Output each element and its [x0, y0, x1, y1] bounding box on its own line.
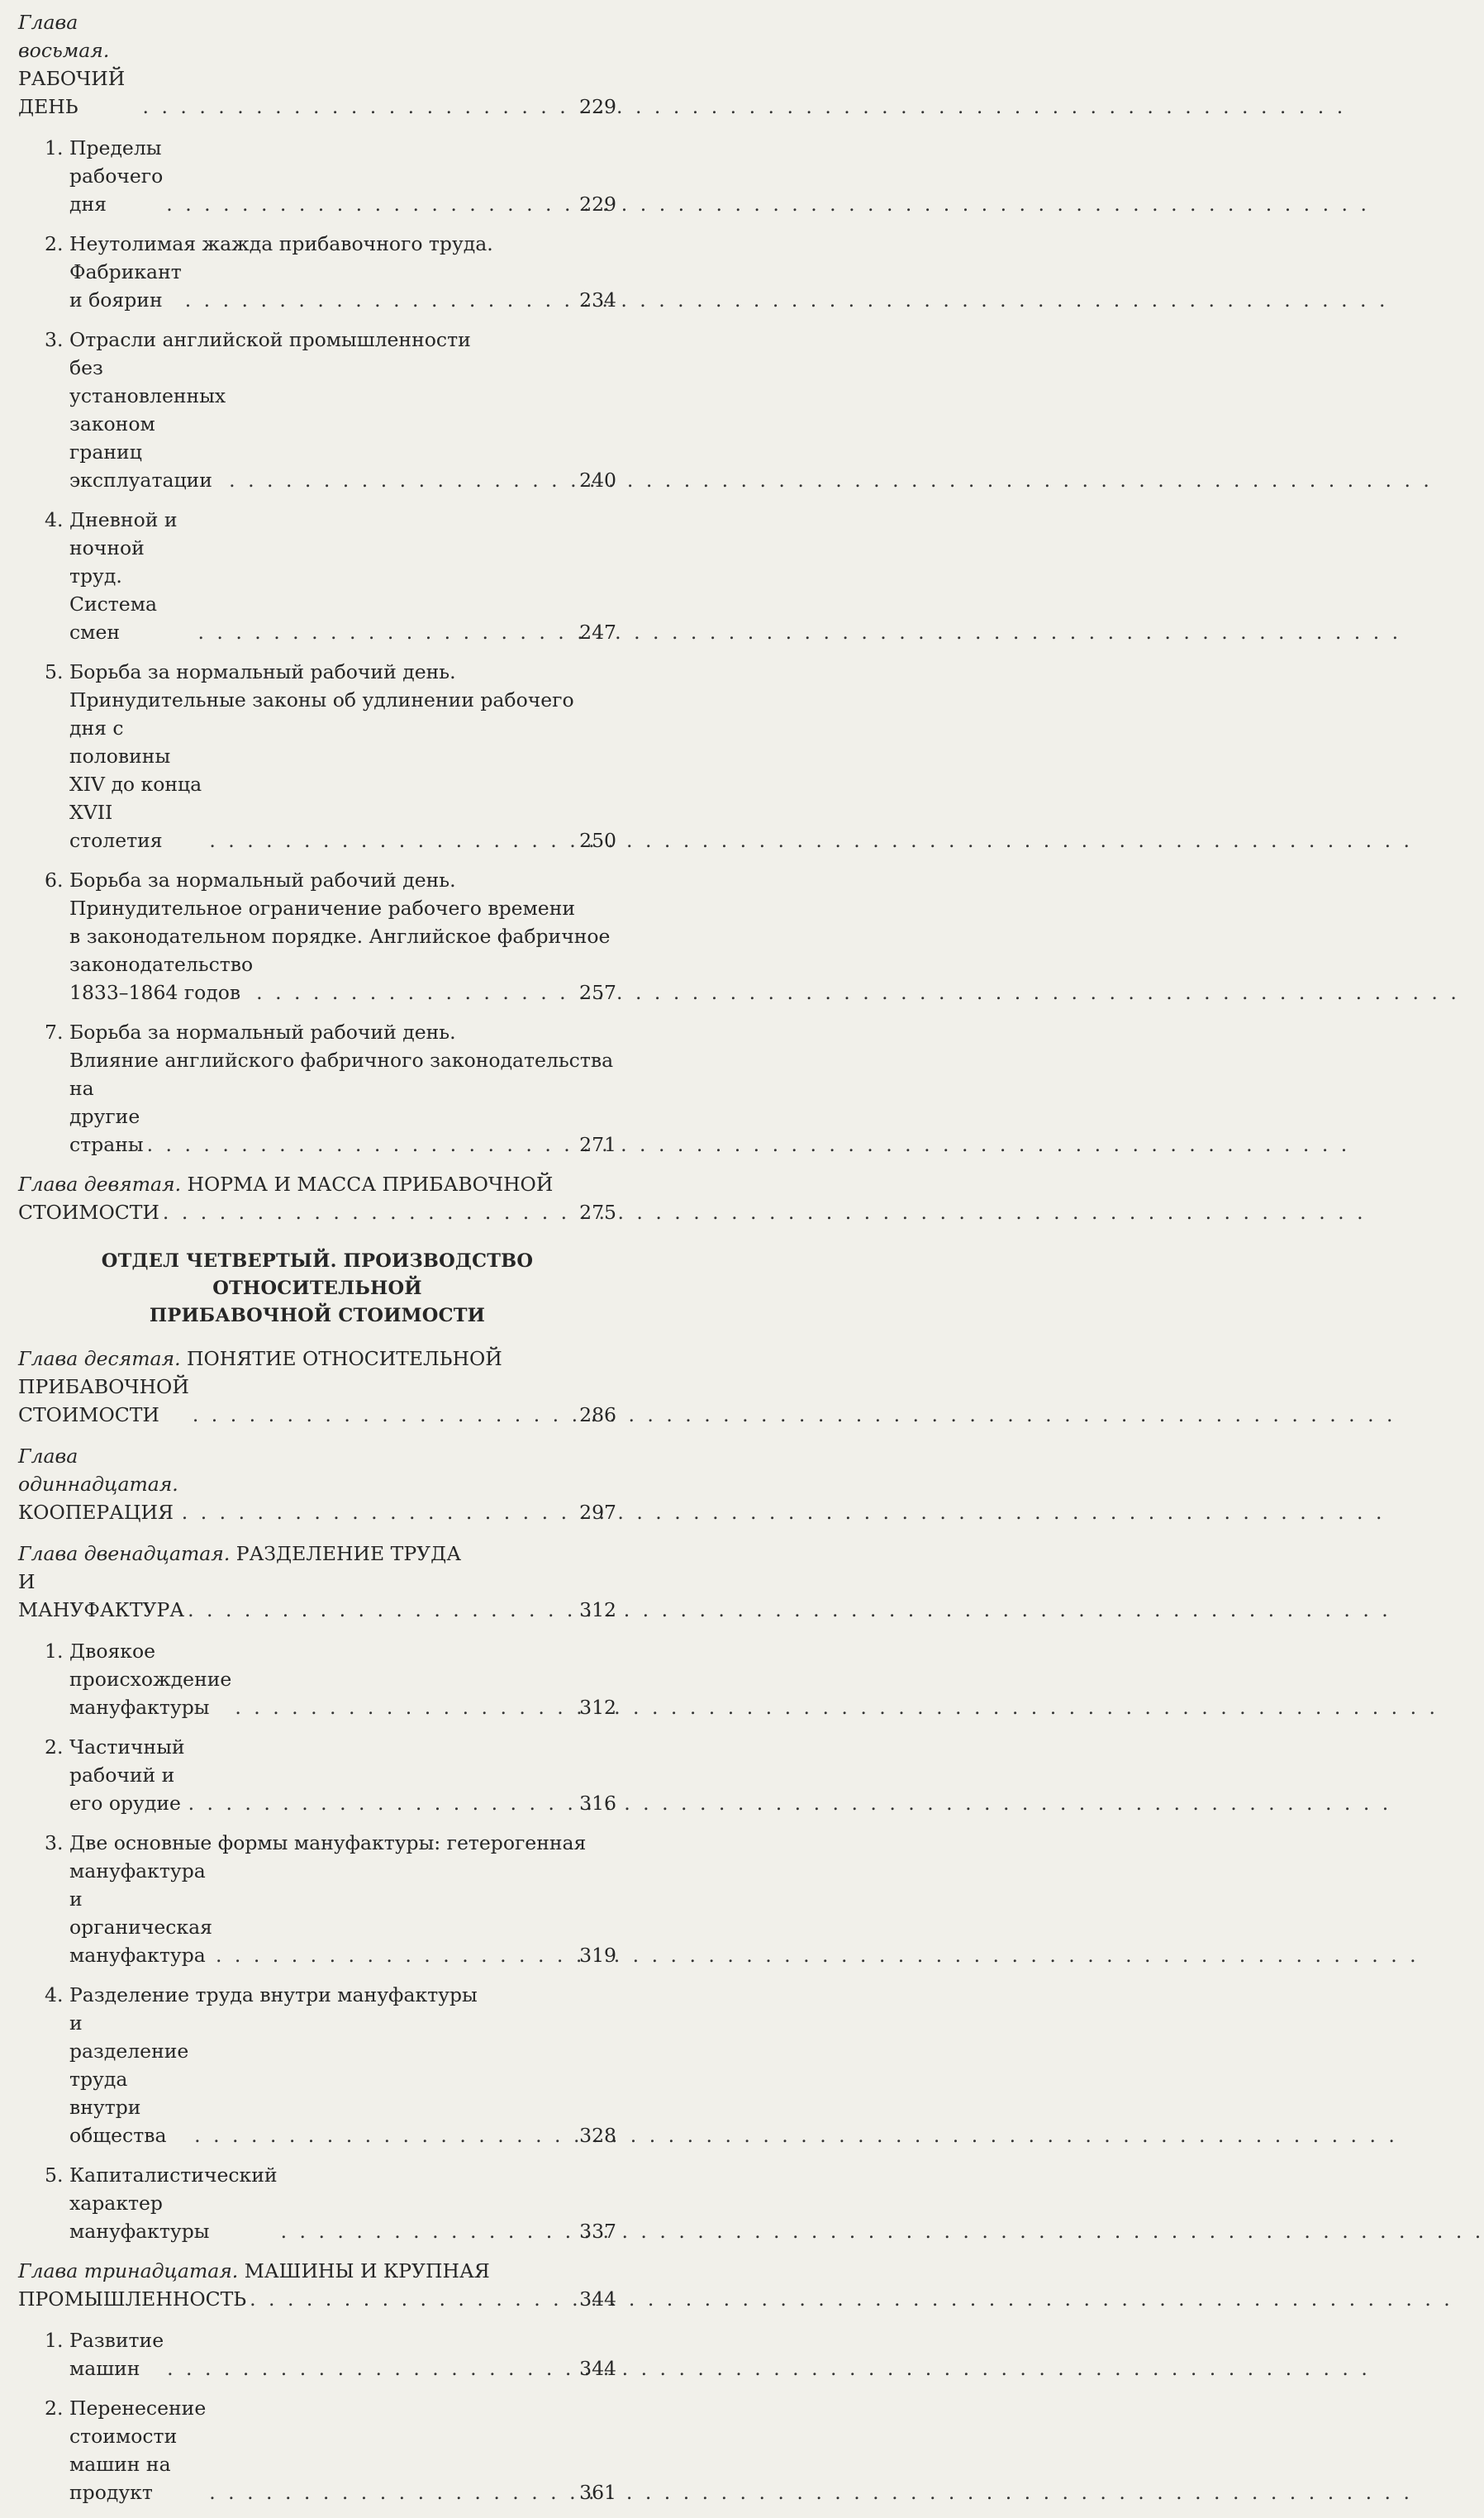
- section-number: 5.: [45, 2163, 64, 2187]
- toc-line: [45, 1074, 616, 1159]
- toc-line: [45, 354, 616, 494]
- section-number: 4.: [45, 1983, 64, 2006]
- toc-section-entry: [18, 1637, 616, 1721]
- toc-line: [45, 686, 616, 714]
- toc-section-entry: [18, 658, 616, 854]
- section-title: Неутолимая жажда прибавочного труда.: [69, 232, 493, 255]
- toc-chapter-entry: [18, 1170, 616, 1226]
- section-title: Борьба за нормальный рабочий день.: [69, 1021, 456, 1044]
- toc-line: [45, 258, 616, 314]
- book-page: [0, 0, 667, 2504]
- toc-section-entry: [18, 2161, 616, 2245]
- toc-list-bottom: [18, 1345, 616, 2506]
- chapter-title: НОРМА И МАССА ПРИБАВОЧНОЙ: [187, 1173, 554, 1196]
- section-number: 2.: [45, 2397, 64, 2420]
- section-title: Развитие машин: [69, 2329, 164, 2380]
- leader-dots: [197, 618, 576, 646]
- leader-dots: [256, 978, 576, 1007]
- page-number: 275: [579, 1201, 616, 1224]
- section-number: 1.: [45, 2329, 64, 2352]
- section-title: Разделение труда внутри мануфактуры: [69, 1983, 478, 2006]
- toc-line: [45, 326, 616, 354]
- chapter-title: ПОНЯТИЕ ОТНОСИТЕЛЬНОЙ: [187, 1347, 502, 1370]
- leader-dots: [182, 1498, 576, 1526]
- leader-dots: [229, 466, 576, 494]
- leader-dots: [216, 1941, 576, 1969]
- toc-line: [18, 1345, 616, 1373]
- section-number: 4.: [45, 508, 64, 531]
- page-number: 257: [579, 981, 616, 1004]
- toc-section-entry: [18, 230, 616, 314]
- toc-line: [45, 922, 616, 950]
- leader-dots: [250, 2285, 576, 2313]
- toc-list-top: [18, 8, 616, 1226]
- chapter-label: Глава десятая.: [18, 1347, 181, 1370]
- section-number: 7.: [45, 1021, 64, 1044]
- toc-line: [18, 1198, 616, 1226]
- toc-chapter-entry: [18, 1442, 616, 1526]
- toc-section-entry: [18, 1018, 616, 1159]
- toc-line: [18, 2285, 616, 2313]
- section-number: 6.: [45, 869, 64, 892]
- toc-section-entry: [18, 506, 616, 646]
- chapter-label: Глава одиннадцатая.: [18, 1445, 178, 1496]
- toc-line: [45, 1981, 616, 2009]
- chapter-title: РАЗДЕЛЕНИЕ ТРУДА: [235, 1542, 462, 1565]
- toc-line: [45, 1018, 616, 1046]
- toc-line: [45, 1046, 616, 1074]
- page-number: 337: [579, 2220, 616, 2243]
- page-number: 250: [579, 829, 616, 852]
- section-title: Принудительное ограничение рабочего времени: [69, 897, 576, 920]
- part-heading: [18, 1248, 616, 1330]
- page-number: 344: [579, 2357, 616, 2380]
- page-number: 328: [579, 2124, 616, 2147]
- section-title: и разделение труда внутри общества: [69, 2011, 189, 2147]
- chapter-label: Глава восьмая.: [18, 11, 110, 62]
- toc-line: [45, 866, 616, 894]
- toc-line: [45, 230, 616, 258]
- toc-section-entry: [18, 1981, 616, 2149]
- toc-line: [18, 1568, 616, 1624]
- section-title: законодательство 1833–1864 годов: [69, 953, 254, 1004]
- toc-line: [18, 1373, 616, 1429]
- toc-line: [45, 658, 616, 686]
- toc-line: [18, 8, 616, 121]
- toc-line: [45, 2394, 616, 2506]
- toc-line: [45, 1857, 616, 1969]
- chapter-title: КООПЕРАЦИЯ: [18, 1501, 174, 1524]
- toc-line: [45, 134, 616, 218]
- page-number: 316: [579, 1792, 616, 1815]
- section-title: Перенесение стоимости машин на продукт: [69, 2397, 207, 2504]
- toc-section-entry: [18, 1829, 616, 1969]
- toc-line: [45, 1637, 616, 1721]
- toc-line: [18, 1170, 616, 1198]
- part-heading-line: ПРИБАВОЧНОЙ СТОИМОСТИ: [149, 1305, 486, 1326]
- section-number: 5.: [45, 660, 64, 683]
- page-number: 247: [579, 621, 616, 644]
- leader-dots: [167, 2354, 576, 2382]
- chapter-title: РАБОЧИЙ ДЕНЬ: [18, 67, 126, 118]
- page-number: 297: [579, 1501, 616, 1524]
- section-title: Частичный рабочий и его орудие: [69, 1735, 185, 1815]
- section-title: Влияние английского фабричного законодательства: [69, 1049, 614, 1072]
- page-number: 234: [579, 288, 616, 312]
- leader-dots: [143, 93, 577, 121]
- section-title: на другие страны: [69, 1077, 144, 1156]
- page-number: 319: [579, 1944, 616, 1967]
- toc-line: [18, 2257, 616, 2285]
- leader-dots: [188, 1789, 577, 1817]
- section-title: Борьба за нормальный рабочий день.: [69, 660, 456, 683]
- toc-chapter-entry: [18, 1345, 616, 1429]
- chapter-title: И МАНУФАКТУРА: [18, 1570, 185, 1621]
- page-number: 229: [579, 95, 616, 118]
- page-number: 286: [579, 1403, 616, 1426]
- section-title: Двоякое происхождение мануфактуры: [69, 1640, 232, 1719]
- page-number: 361: [579, 2481, 616, 2504]
- section-number: 3.: [45, 1831, 64, 1854]
- section-number: 2.: [45, 1735, 64, 1759]
- toc-line: [45, 2009, 616, 2149]
- section-title: Капиталистический характер мануфактуры: [69, 2163, 278, 2243]
- page-number: 312: [579, 1598, 616, 1621]
- section-title: Борьба за нормальный рабочий день.: [69, 869, 456, 892]
- toc-section-entry: [18, 134, 616, 218]
- section-title: в законодательном порядке. Английское фабричное: [69, 925, 611, 948]
- leader-dots: [166, 190, 576, 218]
- leader-dots: [209, 826, 576, 854]
- part-heading-line: ОТДЕЛ ЧЕТВЕРТЫЙ. ПРОИЗВОДСТВО ОТНОСИТЕЛЬНОЙ: [101, 1250, 534, 1299]
- leader-dots: [147, 1130, 577, 1159]
- toc-chapter-entry: [18, 2257, 616, 2313]
- section-title: Пределы рабочего дня: [69, 136, 164, 216]
- leader-dots: [193, 1401, 576, 1429]
- section-title: мануфактура и органическая мануфактура: [69, 1859, 212, 1967]
- toc-section-entry: [18, 1733, 616, 1817]
- leader-dots: [188, 1596, 576, 1624]
- toc-section-entry: [18, 326, 616, 494]
- chapter-label: Глава двенадцатая.: [18, 1542, 231, 1565]
- chapter-title: МАШИНЫ И КРУПНАЯ: [244, 2259, 490, 2282]
- leader-dots: [281, 2217, 577, 2245]
- section-number: 2.: [45, 232, 64, 255]
- leader-dots: [185, 286, 576, 314]
- section-title: Дневной и ночной труд. Система смен: [69, 508, 178, 644]
- section-title: Принудительные законы об удлинении рабочего: [69, 688, 574, 712]
- toc-line: [18, 1442, 616, 1526]
- toc-line: [18, 1540, 616, 1568]
- toc-line: [45, 714, 616, 854]
- leader-dots: [163, 1198, 576, 1226]
- leader-dots: [235, 1693, 576, 1721]
- section-title: Фабрикант и боярин: [69, 260, 182, 312]
- toc-section-entry: [18, 866, 616, 1007]
- section-title: дня с половины XIV до конца XVII столетия: [69, 716, 202, 852]
- section-title: без установленных законом границ эксплуатации: [69, 356, 226, 492]
- toc-line: [45, 2161, 616, 2245]
- toc-line: [45, 2326, 616, 2382]
- page-number: 229: [579, 193, 616, 216]
- toc-line: [45, 894, 616, 922]
- page-number: 344: [579, 2287, 616, 2311]
- toc-line: [45, 1829, 616, 1857]
- chapter-label: Глава тринадцатая.: [18, 2259, 239, 2282]
- table-of-contents: [18, 8, 616, 2518]
- section-number: 1.: [45, 1640, 64, 1663]
- toc-section-entry: [18, 2326, 616, 2382]
- section-title: Отрасли английской промышленности: [69, 328, 471, 351]
- chapter-title: СТОИМОСТИ: [18, 1201, 159, 1224]
- chapter-label: Глава девятая.: [18, 1173, 182, 1196]
- toc-line: [45, 1733, 616, 1817]
- leader-dots: [194, 2121, 576, 2149]
- page-number: 240: [579, 469, 616, 492]
- toc-line: [45, 950, 616, 1007]
- page-number: 312: [579, 1696, 616, 1719]
- leader-dots: [209, 2478, 576, 2506]
- section-number: 3.: [45, 328, 64, 351]
- toc-chapter-entry: [18, 8, 616, 121]
- toc-section-entry: [18, 2394, 616, 2506]
- section-title: Две основные формы мануфактуры: гетерогенная: [69, 1831, 587, 1854]
- toc-line: [45, 506, 616, 646]
- chapter-title: ПРИБАВОЧНОЙ СТОИМОСТИ: [18, 1375, 189, 1426]
- page-number: 271: [579, 1133, 616, 1156]
- section-number: 1.: [45, 136, 64, 159]
- toc-chapter-entry: [18, 1540, 616, 1624]
- chapter-title: ПРОМЫШЛЕННОСТЬ: [18, 2287, 247, 2311]
